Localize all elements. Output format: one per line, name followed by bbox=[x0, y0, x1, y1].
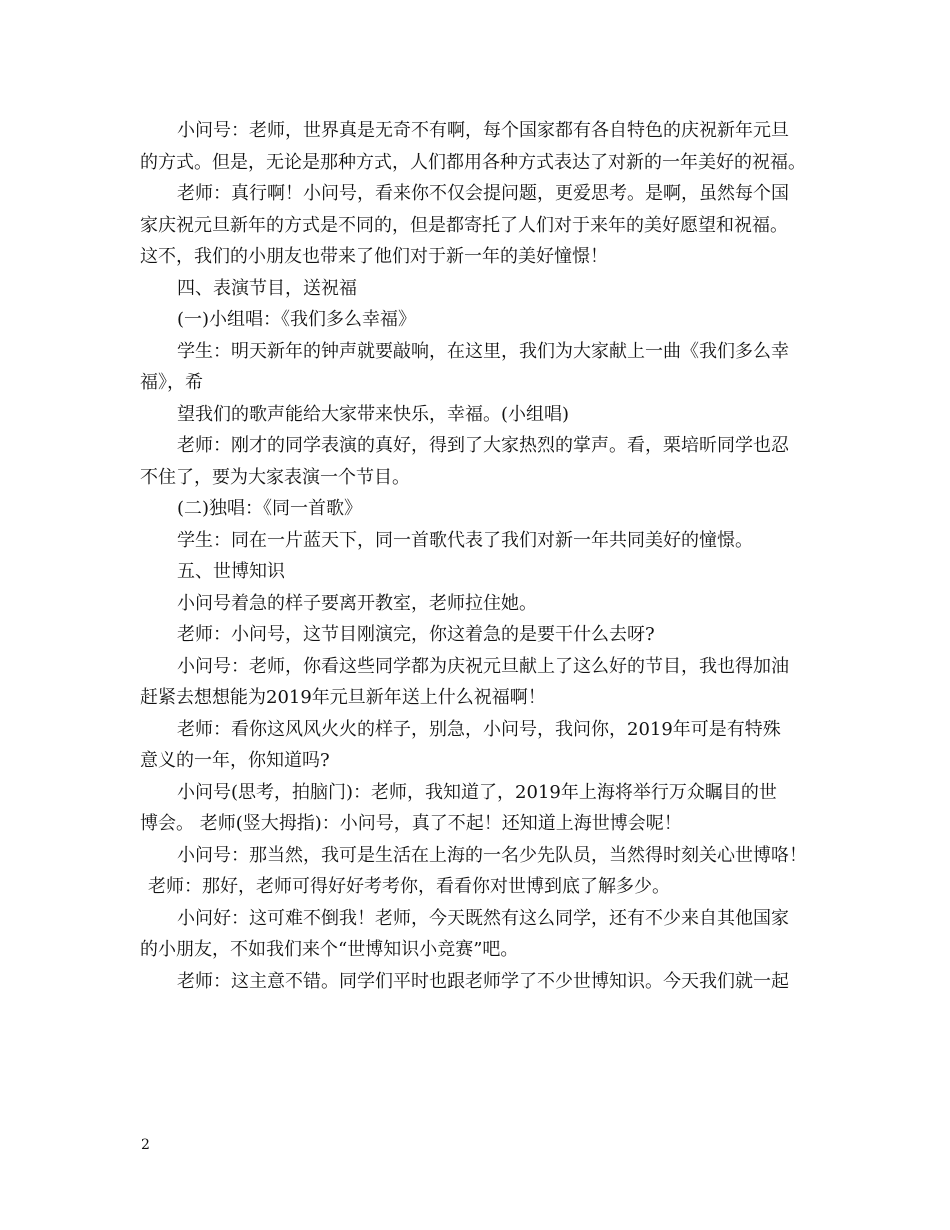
paragraph-line: 老师：真行啊！小问号，看来你不仅会提问题，更爱思考。是啊，虽然每个国 bbox=[177, 183, 789, 204]
paragraph-line: 赶紧去想想能为2019年元旦新年送上什么祝福啊！ bbox=[140, 687, 546, 708]
paragraph-line: 不住了，要为大家表演一个节目。 bbox=[140, 466, 410, 488]
subsection-heading: (二)独唱：《同一首歌》 bbox=[177, 498, 363, 519]
paragraph-line: 老师：那好，老师可得好好考考你，看看你对世博到底了解多少。 bbox=[148, 876, 670, 897]
paragraph-line: 望我们的歌声能给大家带来快乐，幸福。(小组唱) bbox=[177, 403, 570, 425]
paragraph-line: 小问号(思考，拍脑门)：老师，我知道了，2019年上海将举行万众瞩目的世 bbox=[177, 781, 777, 803]
paragraph-line: 学生：明天新年的钟声就要敲响，在这里，我们为大家献上一曲《我们多么幸 bbox=[177, 340, 789, 362]
section-heading: 五、世博知识 bbox=[177, 561, 285, 582]
paragraph-line: 小问号：老师，世界真是无奇不有啊，每个国家都有各自特色的庆祝新年元旦 bbox=[177, 120, 789, 141]
paragraph-line: 博会。 老师(竖大拇指)：小问号，真了不起！还知道上海世博会呢！ bbox=[140, 813, 682, 834]
paragraph-line: 老师：刚才的同学表演的真好，得到了大家热烈的掌声。看，栗培昕同学也忍 bbox=[177, 435, 789, 456]
paragraph-line: 小问号：那当然，我可是生活在上海的一名少先队员，当然得时刻关心世博咯！ bbox=[177, 844, 807, 866]
paragraph-line: 老师：看你这风风火火的样子，别急，小问号，我问你，2019年可是有特殊 bbox=[177, 718, 781, 740]
section-heading: 四、表演节目，送祝福 bbox=[177, 277, 357, 299]
page-content bbox=[140, 115, 830, 997]
paragraph-line: 老师：小问号，这节目刚演完，你这着急的是要干什么去呀? bbox=[177, 624, 655, 645]
paragraph-line: 学生：同在一片蓝天下，同一首歌代表了我们对新一年共同美好的憧憬。 bbox=[177, 529, 753, 551]
paragraph-line: 老师：这主意不错。同学们平时也跟老师学了不少世博知识。今天我们就一起 bbox=[177, 970, 789, 992]
paragraph-line: 小问号着急的样子要离开教室，老师拉住她。 bbox=[177, 592, 537, 614]
paragraph-line: 意义的一年，你知道吗? bbox=[140, 750, 330, 771]
paragraph-line: 的小朋友，不如我们来个“世博知识小竞赛”吧。 bbox=[140, 939, 519, 960]
paragraph-line: 小问号：老师，你看这些同学都为庆祝元旦献上了这么好的节目，我也得加油 bbox=[177, 655, 789, 677]
paragraph-line: 的方式。但是，无论是那种方式，人们都用各种方式表达了对新的一年美好的祝福。 bbox=[140, 151, 806, 173]
paragraph-line: 小问好：这可难不倒我！老师，今天既然有这么同学，还有不少来自其他国家 bbox=[177, 907, 789, 929]
page-number: 2 bbox=[141, 1137, 150, 1153]
paragraph-line: 家庆祝元旦新年的方式是不同的，但是都寄托了人们对于来年的美好愿望和祝福。 bbox=[140, 214, 788, 236]
paragraph-line: 福》，希 bbox=[140, 372, 203, 393]
subsection-heading: (一)小组唱：《我们多么幸福》 bbox=[177, 309, 417, 330]
paragraph-line: 这不，我们的小朋友也带来了他们对于新一年的美好憧憬！ bbox=[140, 246, 608, 267]
